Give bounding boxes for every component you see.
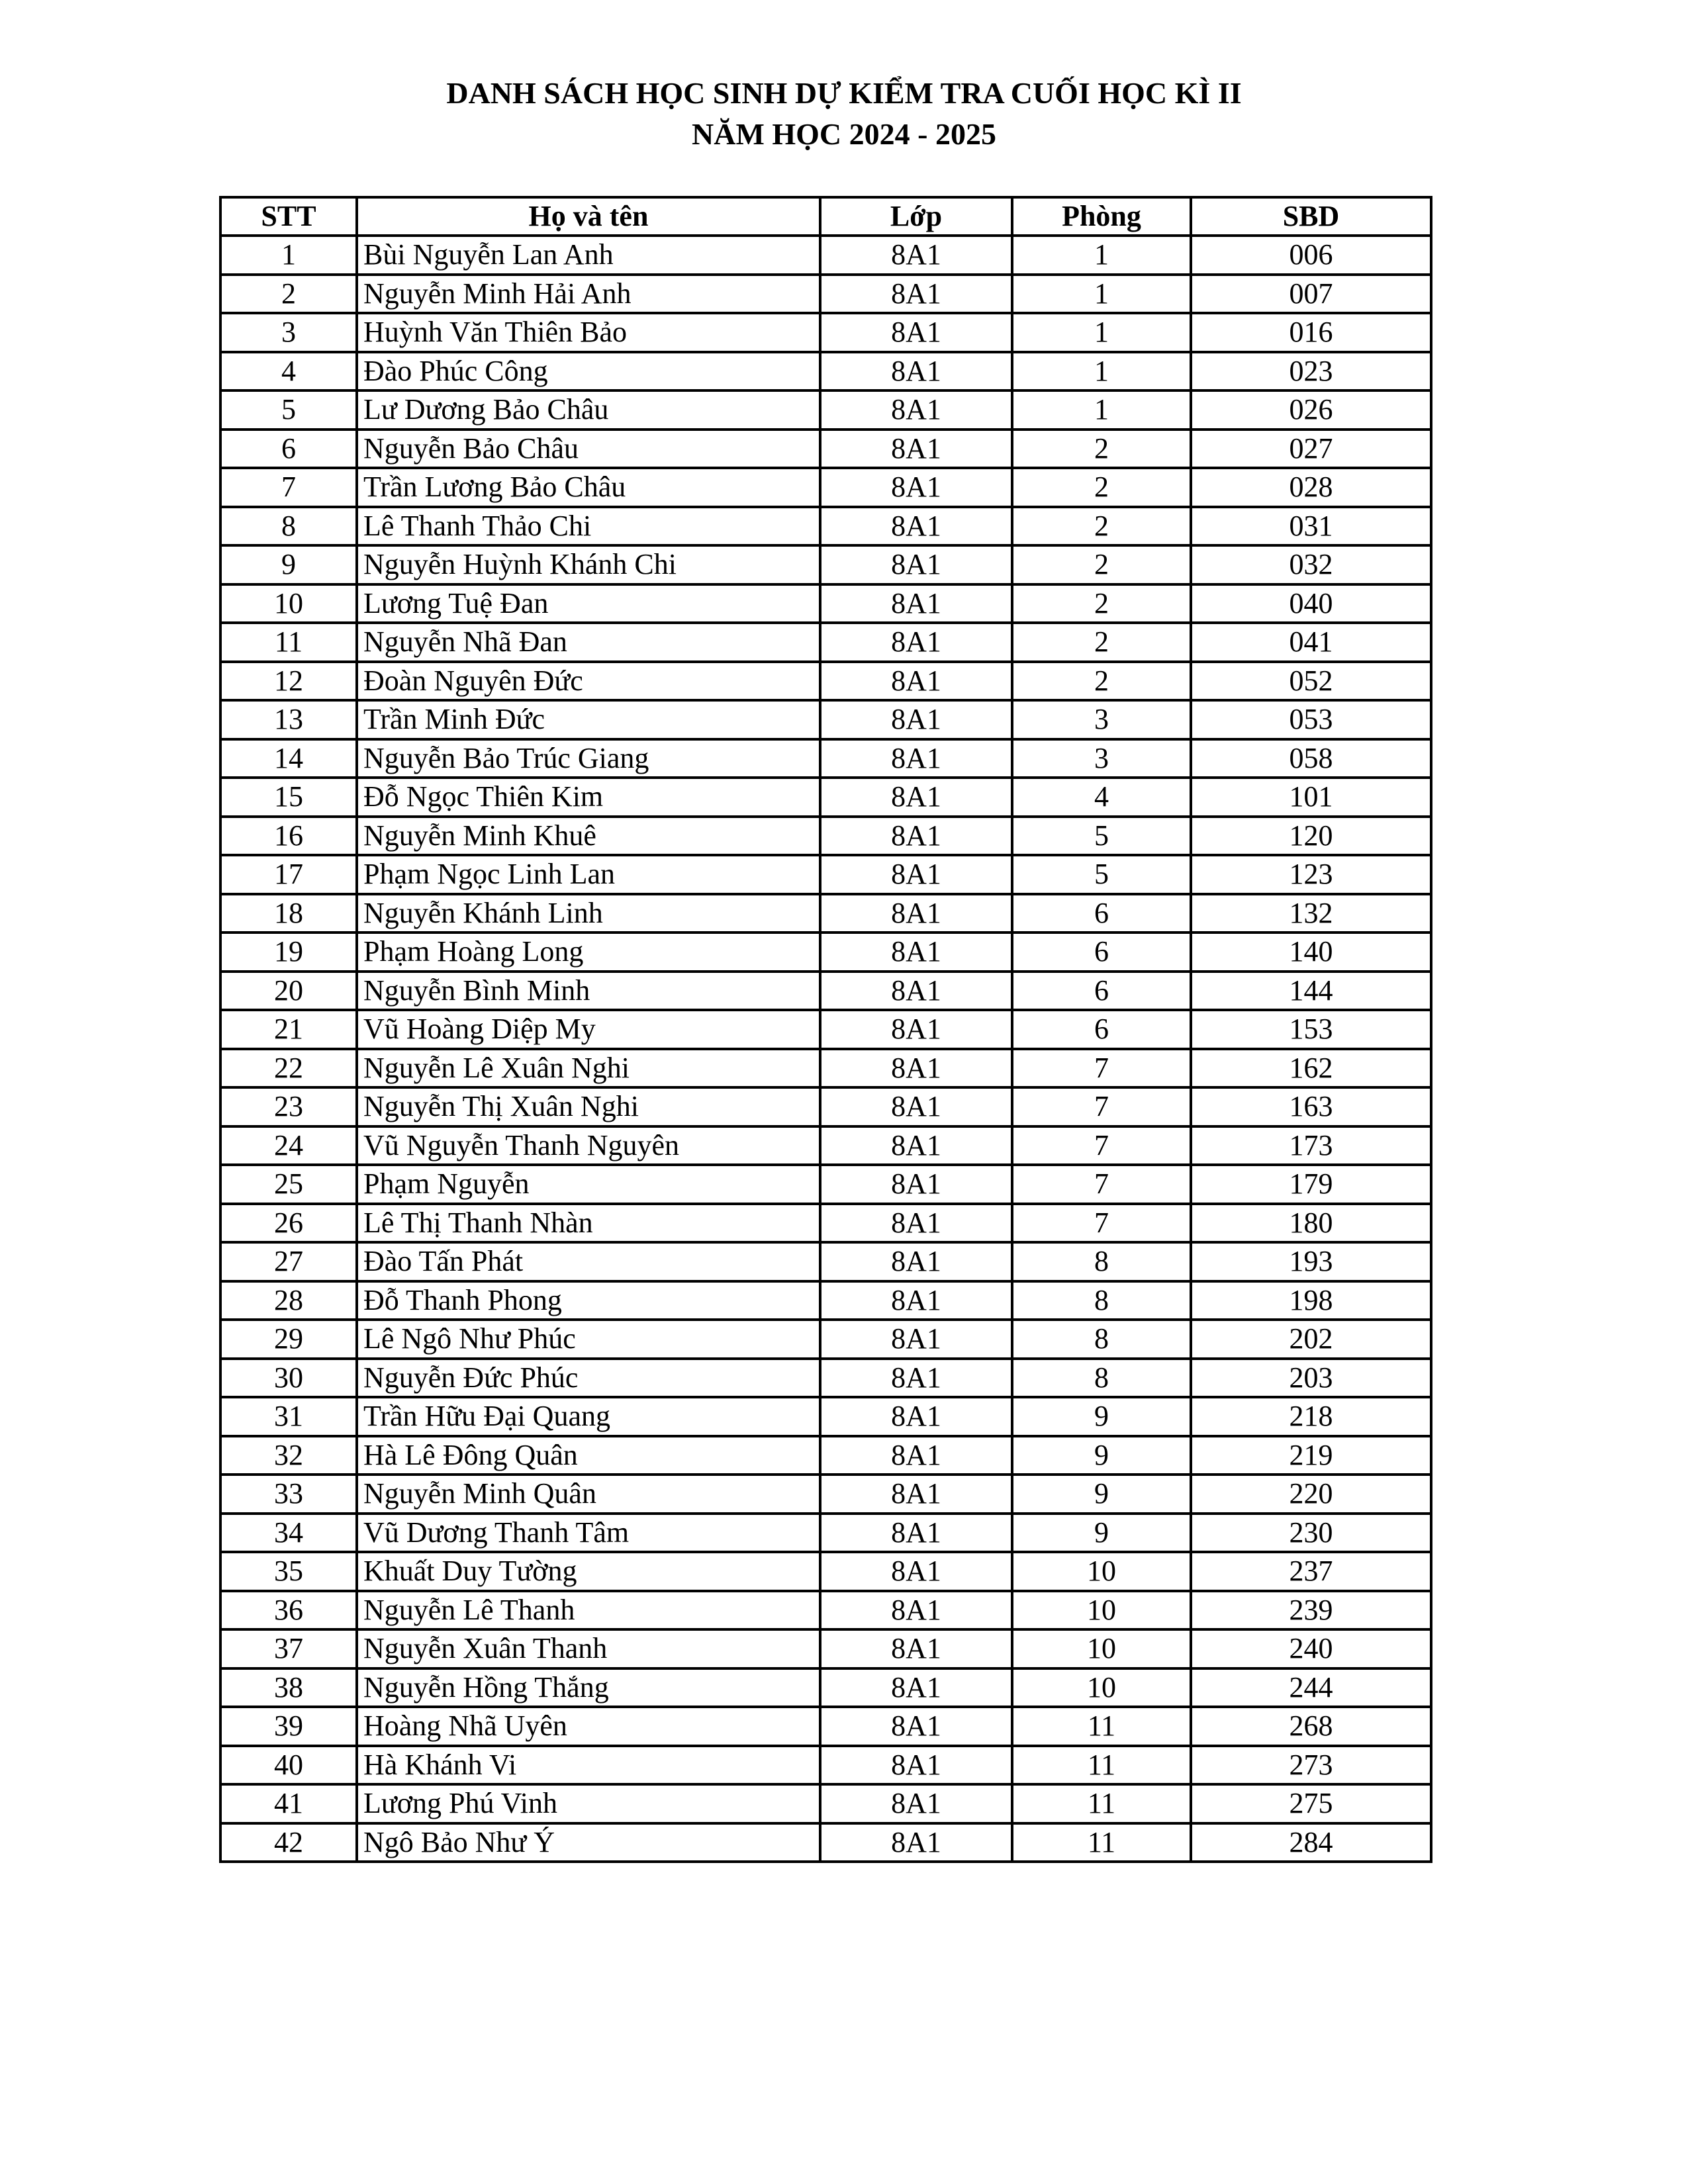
cell-room: 10 (1012, 1591, 1191, 1630)
cell-room: 8 (1012, 1320, 1191, 1359)
cell-room: 9 (1012, 1514, 1191, 1553)
cell-student-name: Nguyễn Lê Thanh (357, 1591, 820, 1630)
cell-class: 8A1 (820, 1165, 1012, 1204)
cell-room: 2 (1012, 468, 1191, 507)
cell-stt: 30 (220, 1359, 357, 1398)
cell-sbd: 144 (1191, 972, 1431, 1011)
cell-stt: 12 (220, 662, 357, 701)
column-header-stt: STT (220, 197, 357, 236)
cell-room: 2 (1012, 545, 1191, 584)
cell-student-name: Nguyễn Đức Phúc (357, 1359, 820, 1398)
cell-class: 8A1 (820, 855, 1012, 894)
cell-stt: 38 (220, 1668, 357, 1707)
cell-sbd: 219 (1191, 1436, 1431, 1475)
cell-student-name: Đào Tấn Phát (357, 1242, 820, 1281)
cell-sbd: 041 (1191, 623, 1431, 662)
cell-stt: 14 (220, 739, 357, 778)
cell-sbd: 101 (1191, 778, 1431, 817)
table-row (220, 584, 1431, 623)
table-row (220, 1746, 1431, 1785)
cell-room: 2 (1012, 507, 1191, 546)
cell-stt: 16 (220, 817, 357, 856)
cell-room: 7 (1012, 1204, 1191, 1243)
cell-class: 8A1 (820, 1591, 1012, 1630)
cell-student-name: Nguyễn Thị Xuân Nghi (357, 1087, 820, 1126)
cell-stt: 31 (220, 1397, 357, 1436)
cell-student-name: Trần Hữu Đại Quang (357, 1397, 820, 1436)
cell-student-name: Nguyễn Lê Xuân Nghi (357, 1049, 820, 1088)
cell-class: 8A1 (820, 1629, 1012, 1668)
cell-stt: 40 (220, 1746, 357, 1785)
cell-stt: 33 (220, 1475, 357, 1514)
cell-class: 8A1 (820, 313, 1012, 352)
cell-class: 8A1 (820, 584, 1012, 623)
table-row (220, 855, 1431, 894)
column-header-class: Lớp (820, 197, 1012, 236)
table-row (220, 1010, 1431, 1049)
cell-stt: 6 (220, 430, 357, 469)
cell-room: 3 (1012, 739, 1191, 778)
cell-room: 4 (1012, 778, 1191, 817)
cell-student-name: Nguyễn Xuân Thanh (357, 1629, 820, 1668)
cell-student-name: Lê Ngô Như Phúc (357, 1320, 820, 1359)
cell-sbd: 028 (1191, 468, 1431, 507)
cell-room: 3 (1012, 700, 1191, 739)
cell-stt: 10 (220, 584, 357, 623)
cell-sbd: 203 (1191, 1359, 1431, 1398)
cell-room: 7 (1012, 1126, 1191, 1165)
cell-sbd: 173 (1191, 1126, 1431, 1165)
cell-stt: 5 (220, 390, 357, 430)
cell-sbd: 006 (1191, 236, 1431, 275)
cell-sbd: 153 (1191, 1010, 1431, 1049)
cell-class: 8A1 (820, 1784, 1012, 1823)
cell-sbd: 132 (1191, 894, 1431, 933)
cell-stt: 8 (220, 507, 357, 546)
cell-class: 8A1 (820, 1010, 1012, 1049)
cell-stt: 3 (220, 313, 357, 352)
cell-student-name: Ngô Bảo Như Ý (357, 1823, 820, 1862)
cell-class: 8A1 (820, 894, 1012, 933)
table-row (220, 1668, 1431, 1707)
cell-student-name: Vũ Dương Thanh Tâm (357, 1514, 820, 1553)
cell-student-name: Đoàn Nguyên Đức (357, 662, 820, 701)
cell-stt: 27 (220, 1242, 357, 1281)
student-roster-table (219, 196, 1432, 1863)
cell-class: 8A1 (820, 545, 1012, 584)
cell-stt: 20 (220, 972, 357, 1011)
table-row (220, 1707, 1431, 1746)
table-row (220, 507, 1431, 546)
cell-room: 1 (1012, 275, 1191, 314)
cell-stt: 34 (220, 1514, 357, 1553)
cell-student-name: Lương Tuệ Đan (357, 584, 820, 623)
cell-student-name: Phạm Hoàng Long (357, 933, 820, 972)
table-row (220, 1823, 1431, 1862)
cell-stt: 36 (220, 1591, 357, 1630)
cell-room: 9 (1012, 1475, 1191, 1514)
cell-class: 8A1 (820, 1823, 1012, 1862)
cell-student-name: Nguyễn Bảo Châu (357, 430, 820, 469)
table-row (220, 313, 1431, 352)
cell-room: 2 (1012, 584, 1191, 623)
cell-class: 8A1 (820, 1049, 1012, 1088)
cell-stt: 13 (220, 700, 357, 739)
cell-student-name: Hoàng Nhã Uyên (357, 1707, 820, 1746)
cell-room: 1 (1012, 236, 1191, 275)
table-body (220, 236, 1431, 1862)
cell-class: 8A1 (820, 662, 1012, 701)
cell-class: 8A1 (820, 430, 1012, 469)
cell-sbd: 058 (1191, 739, 1431, 778)
cell-sbd: 273 (1191, 1746, 1431, 1785)
cell-student-name: Hà Lê Đông Quân (357, 1436, 820, 1475)
cell-student-name: Nguyễn Hồng Thắng (357, 1668, 820, 1707)
cell-class: 8A1 (820, 468, 1012, 507)
cell-student-name: Trần Minh Đức (357, 700, 820, 739)
cell-room: 11 (1012, 1707, 1191, 1746)
cell-student-name: Vũ Hoàng Diệp My (357, 1010, 820, 1049)
cell-class: 8A1 (820, 1242, 1012, 1281)
cell-room: 6 (1012, 1010, 1191, 1049)
cell-room: 2 (1012, 430, 1191, 469)
table-row (220, 1784, 1431, 1823)
table-row (220, 933, 1431, 972)
cell-sbd: 179 (1191, 1165, 1431, 1204)
cell-student-name: Phạm Ngọc Linh Lan (357, 855, 820, 894)
cell-sbd: 163 (1191, 1087, 1431, 1126)
cell-student-name: Huỳnh Văn Thiên Bảo (357, 313, 820, 352)
cell-student-name: Nguyễn Minh Quân (357, 1475, 820, 1514)
cell-student-name: Nguyễn Huỳnh Khánh Chi (357, 545, 820, 584)
cell-stt: 15 (220, 778, 357, 817)
cell-stt: 24 (220, 1126, 357, 1165)
column-header-name: Họ và tên (357, 197, 820, 236)
table-row (220, 1165, 1431, 1204)
cell-room: 8 (1012, 1242, 1191, 1281)
table-row (220, 1397, 1431, 1436)
cell-student-name: Nguyễn Nhã Đan (357, 623, 820, 662)
cell-sbd: 027 (1191, 430, 1431, 469)
cell-stt: 26 (220, 1204, 357, 1243)
table-row (220, 1320, 1431, 1359)
cell-stt: 2 (220, 275, 357, 314)
cell-stt: 21 (220, 1010, 357, 1049)
cell-stt: 19 (220, 933, 357, 972)
cell-stt: 1 (220, 236, 357, 275)
table-row (220, 1281, 1431, 1320)
cell-student-name: Nguyễn Khánh Linh (357, 894, 820, 933)
document-title: DANH SÁCH HỌC SINH DỰ KIỂM TRA CUỐI HỌC KÌ II (446, 76, 1242, 110)
cell-class: 8A1 (820, 1514, 1012, 1553)
table-row (220, 1049, 1431, 1088)
table-row (220, 662, 1431, 701)
table-row (220, 972, 1431, 1011)
cell-student-name: Lê Thanh Thảo Chi (357, 507, 820, 546)
table-row (220, 700, 1431, 739)
cell-room: 7 (1012, 1087, 1191, 1126)
cell-class: 8A1 (820, 933, 1012, 972)
cell-room: 10 (1012, 1552, 1191, 1591)
cell-student-name: Đỗ Ngọc Thiên Kim (357, 778, 820, 817)
cell-sbd: 240 (1191, 1629, 1431, 1668)
column-header-sbd: SBD (1191, 197, 1431, 236)
cell-sbd: 202 (1191, 1320, 1431, 1359)
cell-student-name: Khuất Duy Tường (357, 1552, 820, 1591)
cell-stt: 9 (220, 545, 357, 584)
cell-room: 2 (1012, 662, 1191, 701)
table-row (220, 430, 1431, 469)
cell-room: 7 (1012, 1049, 1191, 1088)
cell-sbd: 023 (1191, 352, 1431, 391)
cell-sbd: 284 (1191, 1823, 1431, 1862)
cell-stt: 28 (220, 1281, 357, 1320)
cell-class: 8A1 (820, 623, 1012, 662)
cell-student-name: Nguyễn Bảo Trúc Giang (357, 739, 820, 778)
table-header-row (220, 197, 1431, 236)
cell-class: 8A1 (820, 390, 1012, 430)
table-row (220, 275, 1431, 314)
cell-student-name: Nguyễn Minh Khuê (357, 817, 820, 856)
cell-stt: 25 (220, 1165, 357, 1204)
cell-sbd: 198 (1191, 1281, 1431, 1320)
cell-room: 6 (1012, 894, 1191, 933)
cell-sbd: 007 (1191, 275, 1431, 314)
cell-student-name: Phạm Nguyễn (357, 1165, 820, 1204)
cell-class: 8A1 (820, 739, 1012, 778)
cell-sbd: 268 (1191, 1707, 1431, 1746)
cell-stt: 37 (220, 1629, 357, 1668)
cell-student-name: Nguyễn Bình Minh (357, 972, 820, 1011)
table-row (220, 1087, 1431, 1126)
cell-class: 8A1 (820, 1204, 1012, 1243)
column-header-room: Phòng (1012, 197, 1191, 236)
cell-class: 8A1 (820, 352, 1012, 391)
cell-student-name: Trần Lương Bảo Châu (357, 468, 820, 507)
cell-sbd: 040 (1191, 584, 1431, 623)
table-row (220, 352, 1431, 391)
cell-room: 5 (1012, 855, 1191, 894)
cell-room: 10 (1012, 1629, 1191, 1668)
cell-room: 1 (1012, 313, 1191, 352)
cell-stt: 22 (220, 1049, 357, 1088)
cell-stt: 35 (220, 1552, 357, 1591)
cell-room: 11 (1012, 1784, 1191, 1823)
table-row (220, 468, 1431, 507)
cell-class: 8A1 (820, 700, 1012, 739)
cell-stt: 41 (220, 1784, 357, 1823)
table-row (220, 817, 1431, 856)
cell-room: 5 (1012, 817, 1191, 856)
cell-room: 11 (1012, 1746, 1191, 1785)
cell-sbd: 180 (1191, 1204, 1431, 1243)
cell-room: 8 (1012, 1359, 1191, 1398)
cell-sbd: 052 (1191, 662, 1431, 701)
cell-room: 6 (1012, 972, 1191, 1011)
cell-student-name: Đỗ Thanh Phong (357, 1281, 820, 1320)
cell-sbd: 193 (1191, 1242, 1431, 1281)
document-subtitle: NĂM HỌC 2024 - 2025 (692, 117, 996, 151)
cell-class: 8A1 (820, 1707, 1012, 1746)
cell-student-name: Vũ Nguyễn Thanh Nguyên (357, 1126, 820, 1165)
cell-room: 8 (1012, 1281, 1191, 1320)
table-row (220, 894, 1431, 933)
table-row (220, 1629, 1431, 1668)
cell-stt: 32 (220, 1436, 357, 1475)
cell-room: 9 (1012, 1436, 1191, 1475)
cell-sbd: 230 (1191, 1514, 1431, 1553)
table-row (220, 236, 1431, 275)
cell-class: 8A1 (820, 1436, 1012, 1475)
table-row (220, 1242, 1431, 1281)
cell-sbd: 032 (1191, 545, 1431, 584)
cell-stt: 17 (220, 855, 357, 894)
table-row (220, 1204, 1431, 1243)
table-row (220, 1552, 1431, 1591)
cell-stt: 11 (220, 623, 357, 662)
cell-class: 8A1 (820, 1668, 1012, 1707)
cell-class: 8A1 (820, 1087, 1012, 1126)
cell-student-name: Lương Phú Vinh (357, 1784, 820, 1823)
cell-sbd: 218 (1191, 1397, 1431, 1436)
table-row (220, 778, 1431, 817)
table-row (220, 1436, 1431, 1475)
cell-class: 8A1 (820, 275, 1012, 314)
cell-class: 8A1 (820, 1359, 1012, 1398)
table-row (220, 1359, 1431, 1398)
cell-class: 8A1 (820, 778, 1012, 817)
cell-sbd: 123 (1191, 855, 1431, 894)
cell-sbd: 053 (1191, 700, 1431, 739)
cell-stt: 7 (220, 468, 357, 507)
cell-sbd: 026 (1191, 390, 1431, 430)
cell-sbd: 016 (1191, 313, 1431, 352)
table-row (220, 623, 1431, 662)
cell-stt: 42 (220, 1823, 357, 1862)
cell-student-name: Lê Thị Thanh Nhàn (357, 1204, 820, 1243)
cell-class: 8A1 (820, 236, 1012, 275)
table-row (220, 1514, 1431, 1553)
cell-student-name: Nguyễn Minh Hải Anh (357, 275, 820, 314)
cell-sbd: 031 (1191, 507, 1431, 546)
cell-student-name: Đào Phúc Công (357, 352, 820, 391)
cell-class: 8A1 (820, 1281, 1012, 1320)
cell-stt: 18 (220, 894, 357, 933)
cell-class: 8A1 (820, 1397, 1012, 1436)
cell-stt: 29 (220, 1320, 357, 1359)
cell-room: 7 (1012, 1165, 1191, 1204)
cell-room: 1 (1012, 352, 1191, 391)
cell-stt: 39 (220, 1707, 357, 1746)
cell-sbd: 220 (1191, 1475, 1431, 1514)
cell-class: 8A1 (820, 1552, 1012, 1591)
cell-room: 2 (1012, 623, 1191, 662)
cell-sbd: 237 (1191, 1552, 1431, 1591)
cell-room: 11 (1012, 1823, 1191, 1862)
cell-room: 6 (1012, 933, 1191, 972)
cell-class: 8A1 (820, 972, 1012, 1011)
table-row (220, 1591, 1431, 1630)
table-row (220, 545, 1431, 584)
cell-stt: 23 (220, 1087, 357, 1126)
cell-student-name: Bùi Nguyễn Lan Anh (357, 236, 820, 275)
cell-room: 1 (1012, 390, 1191, 430)
table-row (220, 390, 1431, 430)
cell-class: 8A1 (820, 1475, 1012, 1514)
cell-room: 10 (1012, 1668, 1191, 1707)
cell-class: 8A1 (820, 817, 1012, 856)
cell-class: 8A1 (820, 507, 1012, 546)
cell-sbd: 239 (1191, 1591, 1431, 1630)
table-row (220, 1475, 1431, 1514)
cell-sbd: 162 (1191, 1049, 1431, 1088)
cell-class: 8A1 (820, 1320, 1012, 1359)
cell-class: 8A1 (820, 1746, 1012, 1785)
cell-student-name: Hà Khánh Vi (357, 1746, 820, 1785)
cell-student-name: Lư Dương Bảo Châu (357, 390, 820, 430)
cell-stt: 4 (220, 352, 357, 391)
cell-sbd: 120 (1191, 817, 1431, 856)
cell-room: 9 (1012, 1397, 1191, 1436)
cell-sbd: 244 (1191, 1668, 1431, 1707)
table-row (220, 1126, 1431, 1165)
cell-class: 8A1 (820, 1126, 1012, 1165)
cell-sbd: 140 (1191, 933, 1431, 972)
table-row (220, 739, 1431, 778)
cell-sbd: 275 (1191, 1784, 1431, 1823)
